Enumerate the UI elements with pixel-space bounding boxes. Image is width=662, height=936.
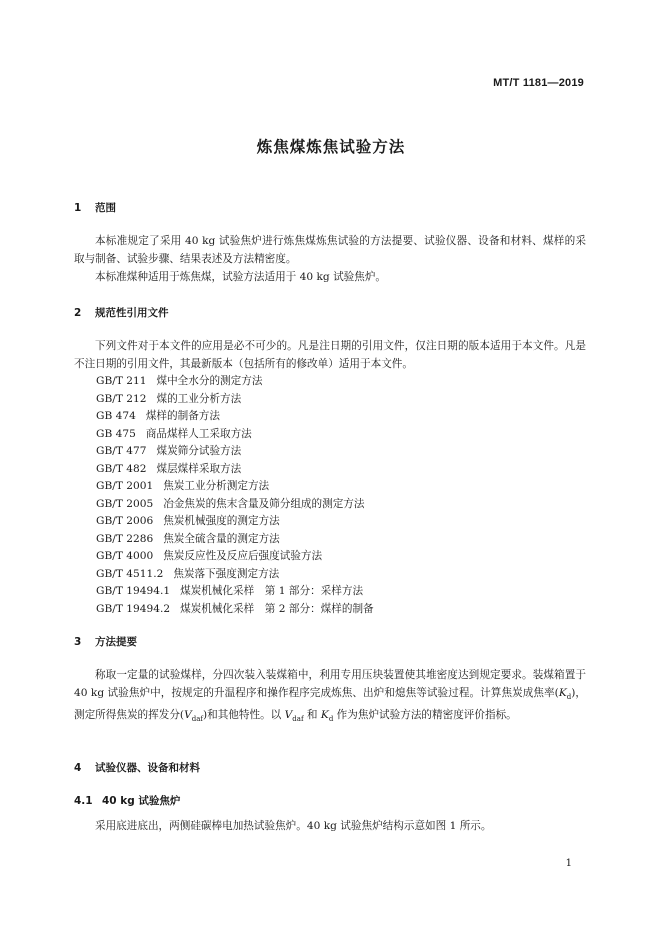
section-title: 方法提要 xyxy=(95,636,137,648)
method-text-2: )，测定所得焦炭的挥发分( xyxy=(74,687,586,722)
reference-code: GB/T 19494.2 xyxy=(96,602,171,615)
reference-code: GB/T 2006 xyxy=(96,515,154,527)
reference-item xyxy=(96,391,374,409)
section-1-heading xyxy=(74,200,116,215)
reference-code: GB/T 211 xyxy=(96,375,147,387)
reference-code: GB/T 4511.2 xyxy=(96,567,164,580)
section-title: 范围 xyxy=(95,202,116,214)
reference-item xyxy=(96,478,374,496)
method-text-3: )和其他特性。以 xyxy=(202,709,285,722)
reference-item xyxy=(96,496,374,514)
reference-title: 焦炭工业分析测定方法 xyxy=(163,480,270,492)
page-number: 1 xyxy=(565,858,572,869)
reference-code: GB 475 xyxy=(96,427,136,440)
reference-title: 商品煤样人工采取方法 xyxy=(145,427,252,440)
section-title: 规范性引用文件 xyxy=(95,307,169,319)
reference-item xyxy=(96,531,374,549)
section-4-heading xyxy=(74,760,200,775)
reference-item xyxy=(96,548,374,566)
standard-code: MT/T 1181—2019 xyxy=(493,77,584,89)
section-2-heading xyxy=(74,305,169,320)
subsection-4-1-heading xyxy=(74,793,180,808)
reference-title: 焦炭落下强度测定方法 xyxy=(173,567,280,580)
section-3-paragraph xyxy=(74,666,586,728)
reference-title: 冶金焦炭的焦末含量及筛分组成的测定方法 xyxy=(163,497,365,510)
reference-item xyxy=(96,513,374,531)
section-1-paragraph-1: 本标准规定了采用 40 kg 试验焦炉进行炼焦煤炼焦试验的方法提要、试验仪器、设备和材料、煤样的采取与制备、试验步骤、结果表述及方法精密度。 xyxy=(74,235,586,265)
section-2-paragraph-1: 下列文件对于本文件的应用是必不可少的。凡是注日期的引用文件，仅注日期的版本适用于本文件。凡是不注日期的引用文件，其最新版本（包括所有的修改单）适用于本文件。 xyxy=(74,340,586,370)
normative-reference-list xyxy=(96,373,374,618)
method-text-4: 和 xyxy=(303,709,321,722)
reference-title: 煤炭机械化采样 第 2 部分：煤样的制备 xyxy=(180,602,374,615)
reference-item xyxy=(96,373,374,391)
section-number: 3 xyxy=(74,636,82,648)
subsection-title: 40 kg 试验焦炉 xyxy=(102,795,181,807)
reference-code: GB/T 2001 xyxy=(96,480,154,492)
reference-title: 煤炭机械化采样 第 1 部分：采样方法 xyxy=(180,585,364,597)
reference-item xyxy=(96,601,374,619)
reference-title: 煤的工业分析方法 xyxy=(156,392,242,405)
reference-code: GB/T 212 xyxy=(96,392,147,405)
subscript-daf-2: daf xyxy=(292,715,304,724)
reference-code: GB/T 4000 xyxy=(96,550,154,562)
subsection-4-1-paragraph: 采用底进底出，两侧硅碳棒电加热试验焦炉。40 kg 试验焦炉结构示意如图 1 所示。 xyxy=(95,820,492,832)
section-number: 1 xyxy=(74,202,82,214)
document-title: 炼焦煤炼焦试验方法 xyxy=(256,138,406,156)
reference-title: 焦炭反应性及反应后强度试验方法 xyxy=(163,550,323,562)
reference-code: GB/T 477 xyxy=(96,445,147,457)
method-text-5: 作为焦炉试验方法的精密度评价指标。 xyxy=(333,709,517,722)
symbol-k: K xyxy=(558,687,567,699)
reference-code: GB/T 482 xyxy=(96,462,147,475)
reference-code: GB/T 19494.1 xyxy=(96,585,171,597)
section-title: 试验仪器、设备和材料 xyxy=(95,762,200,774)
reference-item xyxy=(96,461,374,479)
reference-item xyxy=(96,426,374,444)
method-text-1: 称取一定量的试验煤样，分四次装入装煤箱中，利用专用压块装置使其堆密度达到规定要求。装煤箱置于 40 kg 试验焦炉中，按规定的升温程序和操作程序完成炼焦、出炉和熄焦等试验过程。计算焦炭成焦率( xyxy=(74,669,586,699)
reference-code: GB/T 2286 xyxy=(96,532,154,545)
reference-code: GB 474 xyxy=(96,410,136,422)
reference-title: 煤样的制备方法 xyxy=(145,410,220,422)
reference-item xyxy=(96,443,374,461)
symbol-v: V xyxy=(184,709,192,722)
reference-title: 煤炭筛分试验方法 xyxy=(156,445,242,457)
symbol-v-2: V xyxy=(284,709,293,722)
reference-item xyxy=(96,583,374,601)
reference-item xyxy=(96,408,374,426)
subscript-daf: daf xyxy=(191,715,203,724)
reference-title: 煤层煤样采取方法 xyxy=(156,462,242,475)
subscript-d: d xyxy=(566,693,572,702)
symbol-k-2: K xyxy=(320,709,329,722)
section-number: 2 xyxy=(74,307,82,319)
reference-title: 焦炭机械强度的测定方法 xyxy=(163,515,280,527)
subscript-d-2: d xyxy=(328,715,334,724)
reference-title: 焦炭全硫含量的测定方法 xyxy=(163,532,280,545)
subsection-number: 4.1 xyxy=(74,795,93,807)
section-3-heading xyxy=(74,634,137,649)
section-number: 4 xyxy=(74,762,82,774)
reference-code: GB/T 2005 xyxy=(96,497,154,510)
reference-title: 煤中全水分的测定方法 xyxy=(156,375,263,387)
reference-item xyxy=(96,566,374,584)
section-1-paragraph-2: 本标准煤种适用于炼焦煤，试验方法适用于 40 kg 试验焦炉。 xyxy=(95,271,387,283)
